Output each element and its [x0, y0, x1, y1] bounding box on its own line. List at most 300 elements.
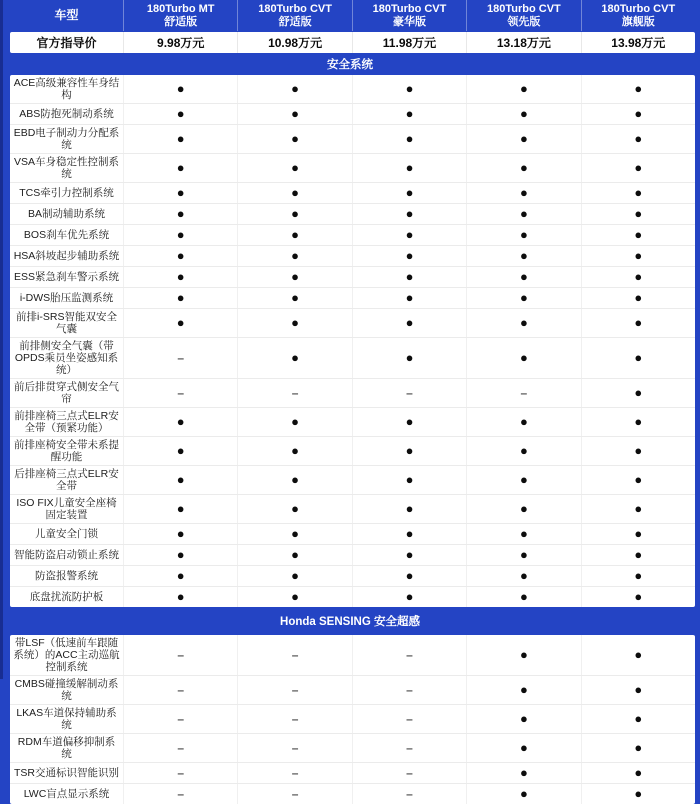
feature-row [10, 104, 695, 125]
feature-value-cell [123, 104, 237, 124]
feature-value-cell [123, 705, 237, 733]
present-dot-icon: ● [405, 350, 414, 365]
feature-label: i-DWS胎压监测系统 [19, 292, 114, 304]
present-dot-icon: ● [519, 315, 528, 330]
feature-value-cell [237, 466, 351, 494]
feature-value-cell [581, 437, 695, 465]
feature-value-cell [352, 408, 466, 436]
present-dot-icon: ● [634, 740, 643, 755]
feature-value-cell [466, 154, 580, 182]
feature-value-cell [466, 705, 580, 733]
present-dot-icon: ● [291, 443, 300, 458]
feature-label: BA制动辅助系统 [27, 208, 105, 220]
feature-row [10, 154, 695, 183]
present-dot-icon: ● [634, 414, 643, 429]
present-dot-icon: ● [291, 227, 300, 242]
feature-value-cell [237, 587, 351, 607]
present-dot-icon: ● [634, 711, 643, 726]
absent-dash: – [291, 648, 299, 662]
present-dot-icon: ● [519, 443, 528, 458]
present-dot-icon: ● [291, 350, 300, 365]
feature-value-cell [123, 635, 237, 675]
feature-value-cell [237, 104, 351, 124]
feature-label: 前排座椅三点式ELR安全带（预紧功能） [14, 410, 119, 434]
column-header-trim-4 [466, 0, 580, 31]
feature-value-cell [123, 566, 237, 586]
feature-value-cell [352, 524, 466, 544]
feature-value-cell [466, 288, 580, 308]
feature-value-cell [123, 784, 237, 804]
feature-value-cell [237, 495, 351, 523]
feature-value-cell [237, 545, 351, 565]
price-row-label: 官方指导价 [36, 36, 97, 50]
feature-label: 智能防盗启动锁止系统 [14, 549, 119, 561]
present-dot-icon: ● [291, 81, 300, 96]
absent-dash: – [177, 386, 185, 400]
feature-value-cell [352, 705, 466, 733]
feature-label: EBD电子制动力分配系统 [13, 127, 120, 151]
present-dot-icon: ● [405, 206, 414, 221]
feature-value-cell [237, 437, 351, 465]
present-dot-icon: ● [176, 290, 185, 305]
present-dot-icon: ● [176, 472, 185, 487]
present-dot-icon: ● [634, 248, 643, 263]
feature-value-cell [352, 734, 466, 762]
feature-value-cell [581, 587, 695, 607]
section-band-2 [0, 607, 700, 635]
feature-value-cell [123, 763, 237, 783]
feature-value-cell [466, 545, 580, 565]
feature-label: 防盗报警系统 [35, 570, 98, 582]
present-dot-icon: ● [634, 227, 643, 242]
present-dot-icon: ● [291, 414, 300, 429]
feature-value-cell [581, 204, 695, 224]
trim-name: 180Turbo CVT [601, 2, 676, 15]
absent-dash: – [406, 648, 413, 662]
trim-name: 180Turbo CVT [258, 2, 332, 15]
feature-value-cell [123, 288, 237, 308]
present-dot-icon: ● [405, 589, 414, 604]
feature-value-cell [466, 204, 580, 224]
feature-value-cell [123, 466, 237, 494]
sections-container [0, 53, 700, 804]
feature-row [10, 288, 695, 309]
left-edge-decoration [0, 0, 3, 679]
feature-value-cell [581, 154, 695, 182]
present-dot-icon: ● [405, 160, 414, 175]
absent-dash: – [406, 683, 413, 697]
present-dot-icon: ● [519, 647, 528, 662]
feature-value-cell [466, 246, 580, 266]
feature-value-cell [352, 225, 466, 245]
feature-value-cell [237, 267, 351, 287]
present-dot-icon: ● [176, 160, 185, 175]
present-dot-icon: ● [634, 647, 643, 662]
feature-value-cell [237, 784, 351, 804]
absent-dash: – [177, 787, 185, 801]
feature-value-cell [581, 566, 695, 586]
present-dot-icon: ● [634, 682, 643, 697]
feature-row [10, 267, 695, 288]
feature-value-cell [581, 267, 695, 287]
present-dot-icon: ● [405, 185, 414, 200]
present-dot-icon: ● [519, 589, 528, 604]
present-dot-icon: ● [634, 501, 643, 516]
feature-value-cell [123, 408, 237, 436]
present-dot-icon: ● [634, 443, 643, 458]
feature-label: 后排座椅三点式ELR安全带 [14, 468, 119, 492]
feature-row [10, 566, 695, 587]
feature-row [10, 225, 695, 246]
feature-row [10, 734, 695, 763]
trim-name: 180Turbo CVT [487, 2, 561, 15]
present-dot-icon: ● [176, 206, 185, 221]
feature-value-cell [466, 466, 580, 494]
feature-label: VSA车身稳定性控制系统 [13, 156, 119, 180]
feature-value-cell [466, 225, 580, 245]
present-dot-icon: ● [291, 501, 300, 516]
present-dot-icon: ● [291, 160, 300, 175]
trim-variant: 豪华版 [392, 15, 426, 28]
trim-name: 180Turbo MT [146, 2, 215, 15]
feature-value-cell [352, 587, 466, 607]
section-title: 安全系统 [327, 59, 373, 71]
feature-value-cell [581, 183, 695, 203]
feature-label: 前排座椅安全带未系提醒功能 [14, 439, 119, 463]
present-dot-icon: ● [519, 350, 528, 365]
present-dot-icon: ● [634, 385, 643, 400]
present-dot-icon: ● [176, 106, 185, 121]
feature-value-cell [581, 379, 695, 407]
feature-value-cell [123, 437, 237, 465]
present-dot-icon: ● [176, 414, 185, 429]
feature-value-cell [237, 379, 351, 407]
feature-label: ABS防抱死制动系统 [19, 108, 114, 120]
feature-value-cell [352, 204, 466, 224]
feature-row [10, 437, 695, 466]
feature-value-cell [123, 204, 237, 224]
feature-value-cell [123, 338, 237, 378]
present-dot-icon: ● [405, 248, 414, 263]
feature-value-cell [123, 75, 237, 103]
present-dot-icon: ● [176, 185, 185, 200]
present-dot-icon: ● [634, 765, 643, 780]
absent-dash: – [406, 741, 413, 755]
present-dot-icon: ● [176, 526, 185, 541]
present-dot-icon: ● [176, 568, 185, 583]
feature-value-cell [352, 104, 466, 124]
feature-value-cell [237, 408, 351, 436]
present-dot-icon: ● [519, 414, 528, 429]
absent-dash: – [177, 766, 185, 780]
feature-value-cell [466, 495, 580, 523]
feature-value-cell [581, 495, 695, 523]
feature-value-cell [581, 676, 695, 704]
feature-value-cell [237, 524, 351, 544]
feature-value-cell [352, 288, 466, 308]
feature-value-cell [466, 587, 580, 607]
present-dot-icon: ● [405, 472, 414, 487]
feature-label: LWC盲点显示系统 [23, 788, 110, 800]
present-dot-icon: ● [634, 589, 643, 604]
feature-value-cell [352, 566, 466, 586]
feature-value-cell [466, 676, 580, 704]
feature-value-cell [466, 784, 580, 804]
column-header-trim-1 [123, 0, 237, 31]
feature-row [10, 705, 695, 734]
present-dot-icon: ● [634, 786, 643, 801]
present-dot-icon: ● [176, 501, 185, 516]
feature-value-cell [466, 104, 580, 124]
present-dot-icon: ● [405, 227, 414, 242]
feature-value-cell [123, 587, 237, 607]
present-dot-icon: ● [405, 547, 414, 562]
absent-dash: – [520, 386, 528, 400]
absent-dash: – [177, 741, 185, 755]
present-dot-icon: ● [519, 160, 528, 175]
present-dot-icon: ● [405, 315, 414, 330]
present-dot-icon: ● [519, 290, 528, 305]
feature-value-cell [123, 734, 237, 762]
present-dot-icon: ● [634, 526, 643, 541]
present-dot-icon: ● [405, 106, 414, 121]
present-dot-icon: ● [634, 106, 643, 121]
feature-label: ESS紧急刹车警示系统 [13, 271, 119, 283]
present-dot-icon: ● [519, 185, 528, 200]
price-value-4: 13.18万元 [466, 32, 580, 53]
present-dot-icon: ● [176, 269, 185, 284]
table-header-band [0, 0, 700, 31]
absent-dash: – [291, 787, 299, 801]
feature-value-cell [466, 183, 580, 203]
present-dot-icon: ● [634, 547, 643, 562]
feature-value-cell [352, 466, 466, 494]
present-dot-icon: ● [519, 269, 528, 284]
present-dot-icon: ● [519, 682, 528, 697]
feature-label: 前排侧安全气囊（带OPDS乘员坐姿感知系统） [14, 340, 119, 376]
present-dot-icon: ● [176, 227, 185, 242]
section-block-wrap-2 [0, 635, 700, 804]
feature-value-cell [581, 466, 695, 494]
feature-label: ISO FIX儿童安全座椅固定装置 [16, 497, 117, 521]
feature-label: 儿童安全门锁 [35, 528, 98, 540]
column-header-trim-3 [352, 0, 466, 31]
feature-value-cell [237, 734, 351, 762]
absent-dash: – [177, 351, 185, 365]
present-dot-icon: ● [291, 106, 300, 121]
present-dot-icon: ● [291, 290, 300, 305]
feature-value-cell [237, 246, 351, 266]
present-dot-icon: ● [519, 765, 528, 780]
present-dot-icon: ● [519, 568, 528, 583]
present-dot-icon: ● [519, 206, 528, 221]
feature-value-cell [352, 763, 466, 783]
feature-row [10, 309, 695, 338]
feature-label: 底盘扰流防护板 [29, 591, 104, 603]
present-dot-icon: ● [291, 131, 300, 146]
feature-value-cell [352, 495, 466, 523]
feature-value-cell [581, 338, 695, 378]
present-dot-icon: ● [291, 269, 300, 284]
feature-value-cell [237, 705, 351, 733]
column-header-trim-5 [581, 0, 695, 31]
present-dot-icon: ● [405, 81, 414, 96]
trim-variant: 舒适版 [278, 15, 312, 28]
feature-value-cell [123, 676, 237, 704]
present-dot-icon: ● [519, 248, 528, 263]
absent-dash: – [291, 741, 299, 755]
feature-value-cell [466, 437, 580, 465]
absent-dash: – [291, 386, 299, 400]
feature-value-cell [352, 338, 466, 378]
feature-value-cell [123, 524, 237, 544]
feature-table-2 [10, 635, 695, 804]
feature-value-cell [466, 125, 580, 153]
feature-value-cell [237, 635, 351, 675]
feature-value-cell [581, 75, 695, 103]
absent-dash: – [291, 683, 299, 697]
section-block-wrap-1 [0, 75, 700, 607]
feature-value-cell [581, 524, 695, 544]
feature-row [10, 338, 695, 379]
present-dot-icon: ● [291, 206, 300, 221]
present-dot-icon: ● [634, 472, 643, 487]
present-dot-icon: ● [634, 269, 643, 284]
present-dot-icon: ● [519, 131, 528, 146]
feature-table-1 [10, 75, 695, 607]
absent-dash: – [291, 712, 299, 726]
trim-variant: 领先版 [507, 15, 541, 28]
feature-value-cell [237, 338, 351, 378]
feature-value-cell [581, 705, 695, 733]
feature-row [10, 246, 695, 267]
feature-value-cell [237, 288, 351, 308]
absent-dash: – [291, 766, 299, 780]
present-dot-icon: ● [519, 81, 528, 96]
feature-value-cell [123, 183, 237, 203]
feature-value-cell [123, 267, 237, 287]
present-dot-icon: ● [405, 269, 414, 284]
trim-variant: 旗舰版 [621, 15, 655, 28]
present-dot-icon: ● [519, 106, 528, 121]
absent-dash: – [177, 683, 185, 697]
feature-value-cell [237, 676, 351, 704]
present-dot-icon: ● [176, 131, 185, 146]
feature-value-cell [123, 154, 237, 182]
present-dot-icon: ● [176, 248, 185, 263]
feature-value-cell [466, 338, 580, 378]
feature-label: TSR交通标识智能识别 [14, 767, 119, 779]
price-row [10, 32, 695, 53]
feature-value-cell [237, 763, 351, 783]
feature-value-cell [352, 309, 466, 337]
present-dot-icon: ● [405, 501, 414, 516]
feature-value-cell [581, 545, 695, 565]
feature-value-cell [581, 635, 695, 675]
present-dot-icon: ● [519, 547, 528, 562]
feature-value-cell [466, 734, 580, 762]
feature-label: TCS牵引力控制系统 [19, 187, 114, 199]
feature-value-cell [237, 309, 351, 337]
feature-row [10, 125, 695, 154]
present-dot-icon: ● [176, 443, 185, 458]
feature-row [10, 466, 695, 495]
feature-value-cell [466, 763, 580, 783]
feature-value-cell [123, 309, 237, 337]
present-dot-icon: ● [634, 290, 643, 305]
column-header-model: 车型 [54, 8, 79, 22]
feature-label: 前排i-SRS智能双安全气囊 [16, 311, 117, 335]
feature-row [10, 587, 695, 607]
feature-label: RDM车道偏移抑制系统 [17, 736, 116, 760]
present-dot-icon: ● [291, 248, 300, 263]
feature-value-cell [581, 408, 695, 436]
absent-dash: – [406, 712, 413, 726]
feature-value-cell [237, 154, 351, 182]
feature-row [10, 676, 695, 705]
feature-label: BOS刹车优先系统 [23, 229, 110, 241]
price-band [0, 31, 700, 53]
feature-value-cell [352, 379, 466, 407]
present-dot-icon: ● [634, 160, 643, 175]
feature-value-cell [237, 225, 351, 245]
feature-label: HSA斜坡起步辅助系统 [13, 250, 120, 262]
absent-dash: – [177, 712, 185, 726]
feature-value-cell [352, 545, 466, 565]
absent-dash: – [406, 787, 413, 801]
present-dot-icon: ● [291, 472, 300, 487]
absent-dash: – [406, 386, 413, 400]
section-band-1 [0, 53, 700, 75]
feature-value-cell [581, 288, 695, 308]
feature-label: LKAS车道保持辅助系统 [16, 707, 117, 731]
price-value-1: 9.98万元 [123, 32, 237, 53]
present-dot-icon: ● [405, 568, 414, 583]
feature-value-cell [123, 379, 237, 407]
feature-row [10, 545, 695, 566]
feature-value-cell [123, 495, 237, 523]
present-dot-icon: ● [519, 526, 528, 541]
present-dot-icon: ● [634, 315, 643, 330]
feature-row [10, 75, 695, 104]
present-dot-icon: ● [405, 443, 414, 458]
feature-label: 带LSF（低速前车跟随系统）的ACC主动巡航控制系统 [13, 637, 120, 673]
feature-row [10, 379, 695, 408]
price-value-2: 10.98万元 [237, 32, 351, 53]
feature-value-cell [466, 309, 580, 337]
present-dot-icon: ● [634, 131, 643, 146]
feature-value-cell [466, 524, 580, 544]
present-dot-icon: ● [176, 547, 185, 562]
present-dot-icon: ● [634, 350, 643, 365]
feature-value-cell [581, 734, 695, 762]
present-dot-icon: ● [519, 711, 528, 726]
present-dot-icon: ● [291, 568, 300, 583]
present-dot-icon: ● [405, 526, 414, 541]
present-dot-icon: ● [634, 206, 643, 221]
present-dot-icon: ● [291, 526, 300, 541]
feature-value-cell [123, 246, 237, 266]
feature-value-cell [581, 763, 695, 783]
section-title: Honda SENSING 安全超感 [280, 616, 420, 628]
present-dot-icon: ● [176, 81, 185, 96]
feature-value-cell [123, 225, 237, 245]
feature-value-cell [466, 635, 580, 675]
feature-value-cell [123, 125, 237, 153]
present-dot-icon: ● [405, 290, 414, 305]
feature-row [10, 635, 695, 676]
present-dot-icon: ● [634, 568, 643, 583]
